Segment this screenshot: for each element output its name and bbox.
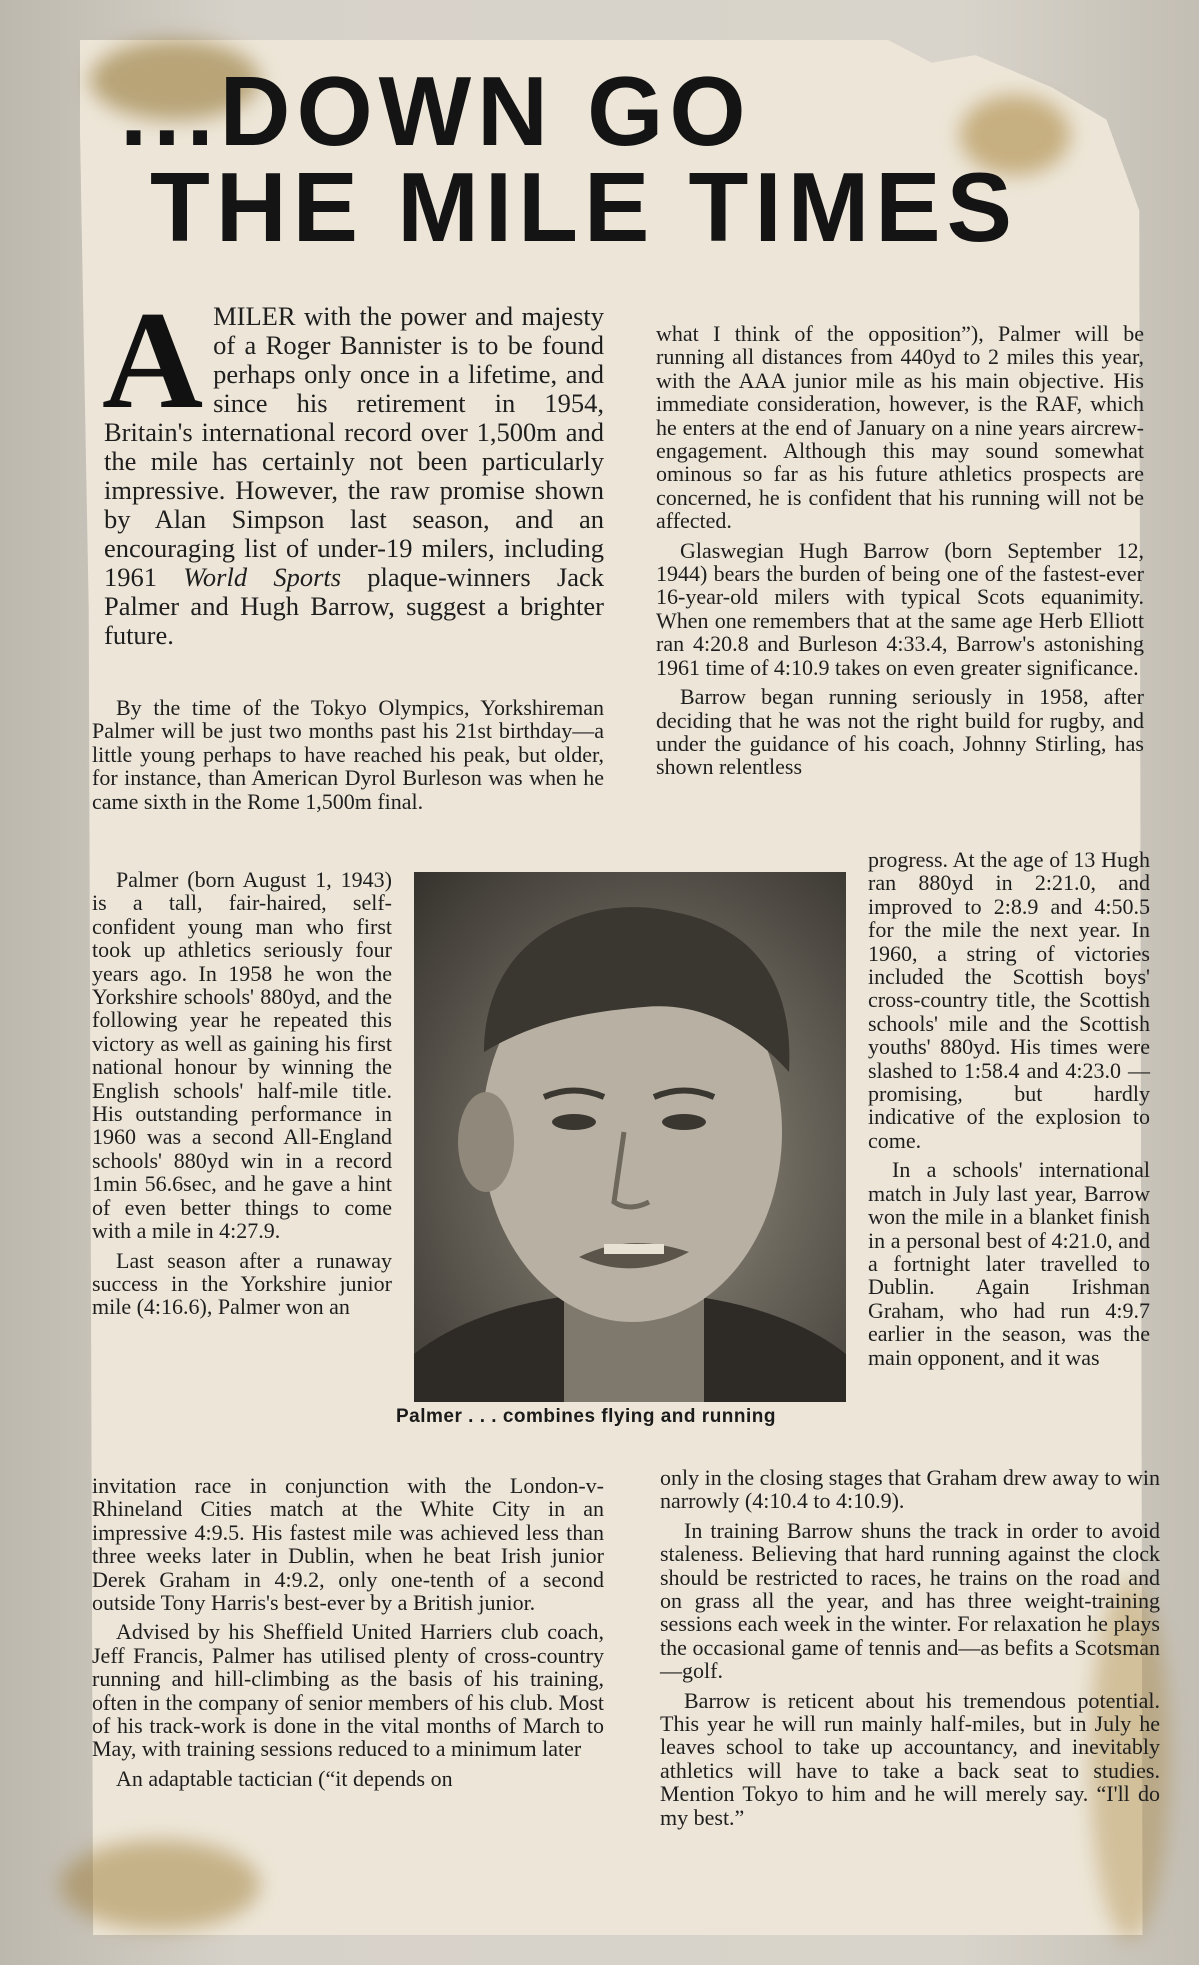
intro-italic-title: World Sports <box>183 562 342 592</box>
right-paragraph-1: what I think of the opposition”), Palmer will be running all distances from 440yd to 2 miles this year, with the AAA junior mile as his main objective. His immediate consideration, however, is the RAF, which he enters at the end of January on a nine years aircrew-engagement. Although this may sound somewhat ominous so far as his future athletics prospects are concerned, he is confident that his running will not be affected. <box>656 321 1144 534</box>
intro-text-start: MILER with the power and majesty of a Roger Bannister is to be found perhaps only once in a lifetime, and since his retirement in 1954, Britain's international record over 1,500m and the mile has certainly not been particularly impressive. However, the raw promise shown by Alan Simpson last season, and an encouraging list of under-19 milers, including 1961 <box>104 301 604 592</box>
left-column-bottom <box>92 1474 604 1796</box>
right-paragraph-6: Barrow is reticent about his tremendous potential. This year he will run mainly half-miles, but in July he leaves school to take up accountancy, and inevitably athletics will have to take a back seat to studies. Mention Tokyo to him and he will merely say. “I'll do my best.” <box>660 1687 1160 1830</box>
stain-bottom-left <box>60 1840 260 1930</box>
photo-caption: Palmer . . . combines flying and running <box>396 1406 776 1427</box>
right-column-narrow <box>868 848 1150 1375</box>
headline-line-1: ...DOWN GO <box>120 56 752 166</box>
left-paragraph-3a: Last season after a runaway success in the Yorkshire junior mile (4:16.6), Palmer won an <box>92 1247 392 1320</box>
left-column-top <box>92 696 604 819</box>
left-paragraph-2: Palmer (born August 1, 1943) is a tall, fair-haired, self-confident young man who first took up athletics seriously four years ago. In 1958 he won the Yorkshire schools' 880yd, and the following year he repeated this victory as well as gaining his first national honour by winning the English schools' half-mile title. His outstanding performance in 1960 was a second All-England schools' 880yd win in a record 1min 56.6sec, and he gave a hint of even better things to come with a mile in 4:27.9. <box>92 867 392 1244</box>
right-paragraph-3a: Barrow began running seriously in 1958, after deciding that he was not the right build for rugby, and under the guidance of his coach, Johnny Stirling, has shown relentless <box>656 684 1144 780</box>
left-column-narrow <box>92 868 392 1325</box>
right-column-bottom <box>660 1466 1160 1835</box>
left-paragraph-1: By the time of the Tokyo Olympics, Yorkshireman Palmer will be just two months past his 21st birthday—a little young perhaps to have reached his peak, but older, for instance, than American Dyrol Burleson was when he came sixth in the Rome 1,500m final. <box>92 695 604 814</box>
intro-paragraph <box>102 283 605 650</box>
left-paragraph-5: An adaptable tactician (“it depends on <box>116 1765 453 1791</box>
portrait-eye-right <box>662 1114 706 1130</box>
right-column-top <box>656 322 1144 785</box>
portrait-ear-left <box>458 1092 514 1192</box>
drop-cap: A <box>102 283 204 438</box>
right-paragraph-2: Glaswegian Hugh Barrow (born September 12, 1944) bears the burden of being one of the fastest-ever 16-year-old milers with typical Scots equanimity. When one remembers that at the same age Herb Elliott ran 4:20.8 and Burleson 4:33.4, Barrow's astonishing 1961 time of 4:10.9 takes on even greater significance. <box>656 537 1144 680</box>
left-paragraph-4: Advised by his Sheffield United Harriers club coach, Jeff Francis, Palmer has utilised plenty of cross-country running and hill-climbing as the basis of his training, often in the company of senior members of his club. Most of his track-work is done in the vital months of March to May, with training sessions reduced to a minimum later <box>92 1619 604 1762</box>
headline-line-2: THE MILE TIMES <box>150 152 1018 262</box>
right-paragraph-5: In training Barrow shuns the track in order to avoid staleness. Believing that hard running against the clock should be restricted to races, he trains on the road and on grass all the year, and has three weight-training sessions each week in the winter. For relaxation he plays the occasional game of tennis and—as befits a Scotsman—golf. <box>660 1517 1160 1684</box>
right-paragraph-3b: progress. At the age of 13 Hugh ran 880yd in 2:21.0, and improved to 2:8.9 and 4:50.5 for the mile the next year. In 1960, a string of victories included the Scottish boys' cross-country title, the Scottish schools' mile and the Scottish youths' 880yd. His times were slashed to 1:58.4 and 4:23.0 — promising, but hardly indicative of the explosion to come. <box>868 847 1150 1153</box>
intro-text-end: plaque-winners Jack Palmer and Hugh Barrow, suggest a brighter future. <box>104 562 605 650</box>
portrait-eye-left <box>552 1114 596 1130</box>
portrait-illustration <box>414 872 846 1402</box>
right-paragraph-4b: only in the closing stages that Graham drew away to win narrowly (4:10.4 to 4:10.9). <box>660 1465 1160 1514</box>
left-paragraph-3b: invitation race in conjunction with the London-v-Rhineland Cities match at the White City in an impressive 4:9.5. His fastest mile was achieved less than three weeks later in Dublin, when he beat Irish junior Derek Graham in 4:9.2, only one-tenth of a second outside Tony Harris's best-ever by a British junior. <box>92 1473 604 1616</box>
right-paragraph-4a: In a schools' international match in July last year, Barrow won the mile in a blanket finish in a personal best of 4:21.0, and a fortnight later travelled to Dublin. Again Irishman Graham, who had run 4:9.7 earlier in the season, was the main opponent, and it was <box>868 1157 1150 1370</box>
portrait-photo <box>414 872 846 1402</box>
portrait-teeth <box>604 1244 664 1254</box>
intro-block <box>102 283 605 650</box>
